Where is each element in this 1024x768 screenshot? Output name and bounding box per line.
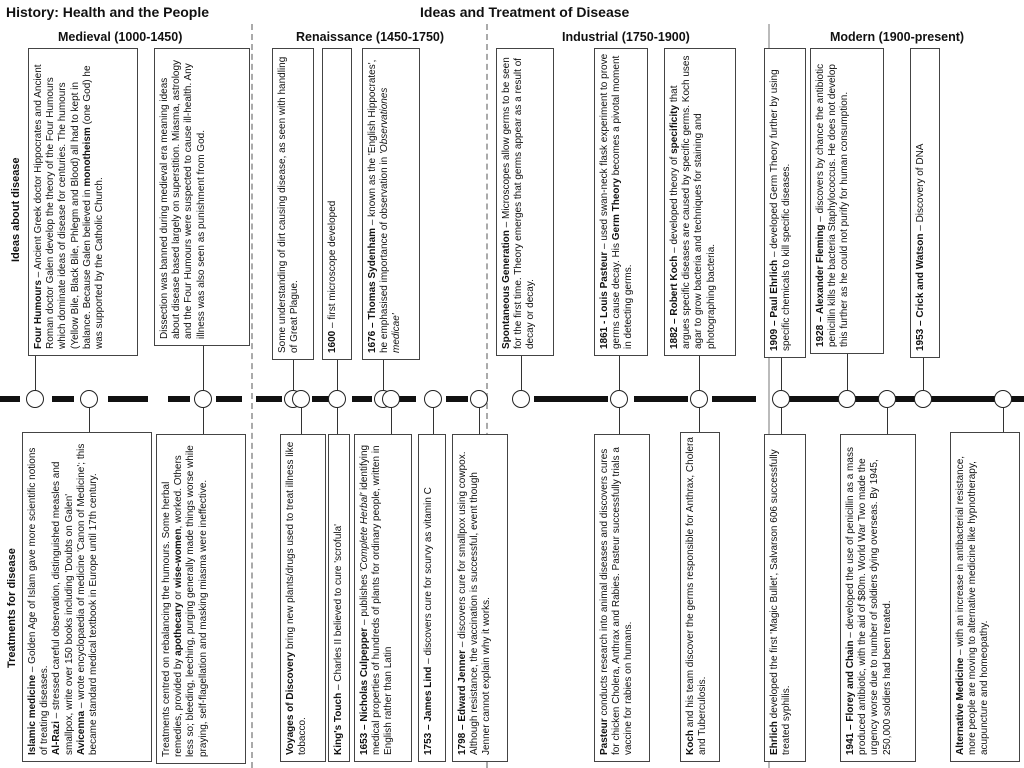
connector: [293, 360, 294, 390]
treatment-alternative-medicine: Alternative Medicine – with an increase in antibacterial resistance, more people are moving to alternative medicine like hypnotherapy, acupuncture and homeopathy.: [950, 432, 1020, 762]
connector: [89, 408, 90, 432]
timeline-marker: [382, 390, 400, 408]
connector: [1003, 408, 1004, 432]
timeline-segment: [634, 396, 688, 402]
era-modern: Modern (1900-present): [830, 30, 965, 44]
connector: [203, 346, 204, 390]
treatment-koch: Koch and his team discover the germs responsible for Anthrax, Cholera and Tuberculosis.: [680, 432, 720, 762]
timeline-segment: [712, 396, 756, 402]
timeline-marker: [690, 390, 708, 408]
timeline-marker: [80, 390, 98, 408]
idea-microscope: 1600 – first microscope developed: [322, 48, 352, 360]
connector: [887, 408, 888, 434]
era-divider: [251, 24, 253, 768]
timeline-segment: [216, 396, 242, 402]
era-renaissance: Renaissance (1450-1750): [296, 30, 445, 44]
connector: [433, 408, 434, 434]
connector: [923, 358, 924, 390]
connector: [337, 408, 338, 434]
idea-koch: 1882 – Robert Koch – developed theory of specificity that argues specific diseases are caused by specific germs. Koch uses agar to grow bacteria and techniques for staining and photographing bacteria.: [664, 48, 736, 356]
timeline-marker: [610, 390, 628, 408]
connector: [337, 360, 338, 390]
connector: [699, 408, 700, 432]
connector: [619, 408, 620, 434]
treatment-rebalancing: Treatments centred on rebalancing the humours. Some herbal remedies, provided by apothecary or wise-women, worked. Others less so; bleeding, leeching, purging generally made things worse while praying, self-flagellation and masking miasma were ineffective.: [156, 434, 246, 764]
ideas-label: Ideas about disease: [10, 157, 22, 262]
treatment-pasteur: Pasteur conducts research into animal diseases and discovers cures for chicken Cholera, Anthrax and Rabies. Pasteur successfully trials a vaccine for rabies on humans.: [594, 434, 650, 762]
timeline-segment: [352, 396, 372, 402]
treatment-ehrlich: Ehrlich developed the first 'Magic Bullet', Salvarson 606 successfully treated syphilis.: [764, 434, 806, 762]
connector: [781, 408, 782, 434]
timeline-marker: [512, 390, 530, 408]
timeline-segment: [784, 396, 1024, 402]
timeline-segment: [168, 396, 190, 402]
idea-spontaneous-generation: Spontaneous Generation – Microscopes allow germs to be seen for the first time. Theory emerges that germs appear as a result of decay or decay.: [496, 48, 554, 356]
timeline-marker: [292, 390, 310, 408]
treatment-florey-chain: 1941 – Florey and Chain – developed the use of penicillin as a mass produced antibiotic, with the aid of $80m. World War Two made the urgency worse due to number of soldiers dying overseas. By 1945, 250,000 soldiers had been treated.: [840, 434, 916, 762]
timeline-marker: [194, 390, 212, 408]
connector: [781, 358, 782, 390]
idea-sydenham: 1676 – Thomas Sydenham – known as the 'English Hippocrates', he emphasised importance of observation in 'Observationes medicae': [362, 48, 420, 360]
connector: [391, 408, 392, 434]
idea-fleming: 1928 – Alexander Fleming – discovers by chance the antibiotic penicillin kills the bacteria Staphylococcus. He does not develop this further as he could not purify for human consumption.: [810, 48, 884, 354]
timeline-marker: [878, 390, 896, 408]
era-industrial: Industrial (1750-1900): [562, 30, 690, 44]
treatment-culpepper: 1653 – Nicholas Culpepper – publishes 'Complete Herbal' identifying medical properties of hundreds of plants for ordinary people, written in English rather than Latin: [354, 434, 412, 762]
idea-pasteur: 1861 - Louis Pasteur – used swan-neck flask experiment to prove germs cause decay. His Germ Theory becomes a pivotal moment in detecting germs.: [594, 48, 648, 356]
timeline-segment: [52, 396, 74, 402]
treatment-james-lind: 1753 – James Lind – discovers cure for scurvy as vitamin C: [418, 434, 446, 762]
timeline-marker: [994, 390, 1012, 408]
timeline-marker: [424, 390, 442, 408]
timeline-marker: [26, 390, 44, 408]
treatment-islamic-medicine: Islamic medicine – Golden Age of Islam gave more scientific notions of treating diseases. Al-Razi – stressed careful observation, distinguished measles and smallpox, write over 150 books including 'Doubts on Galen' Avicenna – wrote encyclopaedia of medicine 'Canon of Medicine'; this became standard medical textbook in Europe until 17th century.: [22, 432, 152, 762]
connector: [619, 356, 620, 390]
timeline-marker: [838, 390, 856, 408]
timeline-segment: [108, 396, 148, 402]
timeline-segment: [0, 396, 20, 402]
timeline-marker: [914, 390, 932, 408]
timeline-segment: [534, 396, 608, 402]
timeline-segment: [446, 396, 468, 402]
idea-dirt: Some understanding of dirt causing disease, as seen with handling of Great Plague.: [272, 48, 314, 360]
treatment-kings-touch: King's Touch – Charles II believed to cure 'scrofula': [328, 434, 350, 762]
era-medieval: Medieval (1000-1450): [58, 30, 183, 44]
connector: [35, 356, 36, 390]
timeline-marker: [470, 390, 488, 408]
idea-four-humours: Four Humours – Ancient Greek doctor Hippocrates and Ancient Roman doctor Galen develop the theory of the Four Humours which dominate ideas of disease for centuries. The humours (Yellow Bile, Black Bile, Phlegm and Blood) all had to kept in balance. Because Galen believed in monotheism (one God) he was supported by the Catholic Church.: [28, 48, 138, 356]
connector: [383, 360, 384, 390]
treatment-edward-jenner: 1798 – Edward Jenner – discovers cure for smallpox using cowpox. Although resistance, the vaccination is successful, event though Jenner cannot explain why it works.: [452, 434, 508, 762]
idea-dissection: Dissection was banned during medieval era meaning ideas about disease based largely on superstition. Miasma, astrology and the Four Humours were suspected to cause ill-health. Any illness was also seen as punishment from God.: [154, 48, 250, 346]
timeline-segment: [256, 396, 282, 402]
connector: [521, 356, 522, 390]
idea-crick-watson: 1953 – Crick and Watson – Discovery of DNA: [910, 48, 940, 358]
connector: [479, 408, 480, 434]
connector: [847, 354, 848, 390]
timeline-marker: [772, 390, 790, 408]
connector: [699, 356, 700, 390]
treatments-label: Treatments for disease: [6, 548, 18, 668]
connector: [203, 408, 204, 434]
connector: [301, 408, 302, 434]
page-subtitle: Ideas and Treatment of Disease: [420, 4, 630, 20]
page-title: History: Health and the People: [6, 4, 210, 20]
treatment-voyages: Voyages of Discovery bring new plants/drugs used to treat illness like tobacco.: [280, 434, 326, 762]
idea-ehrlich: 1909 – Paul Ehrlich – developed Germ Theory further by using specific chemicals to kill specific diseases.: [764, 48, 806, 358]
timeline-marker: [328, 390, 346, 408]
